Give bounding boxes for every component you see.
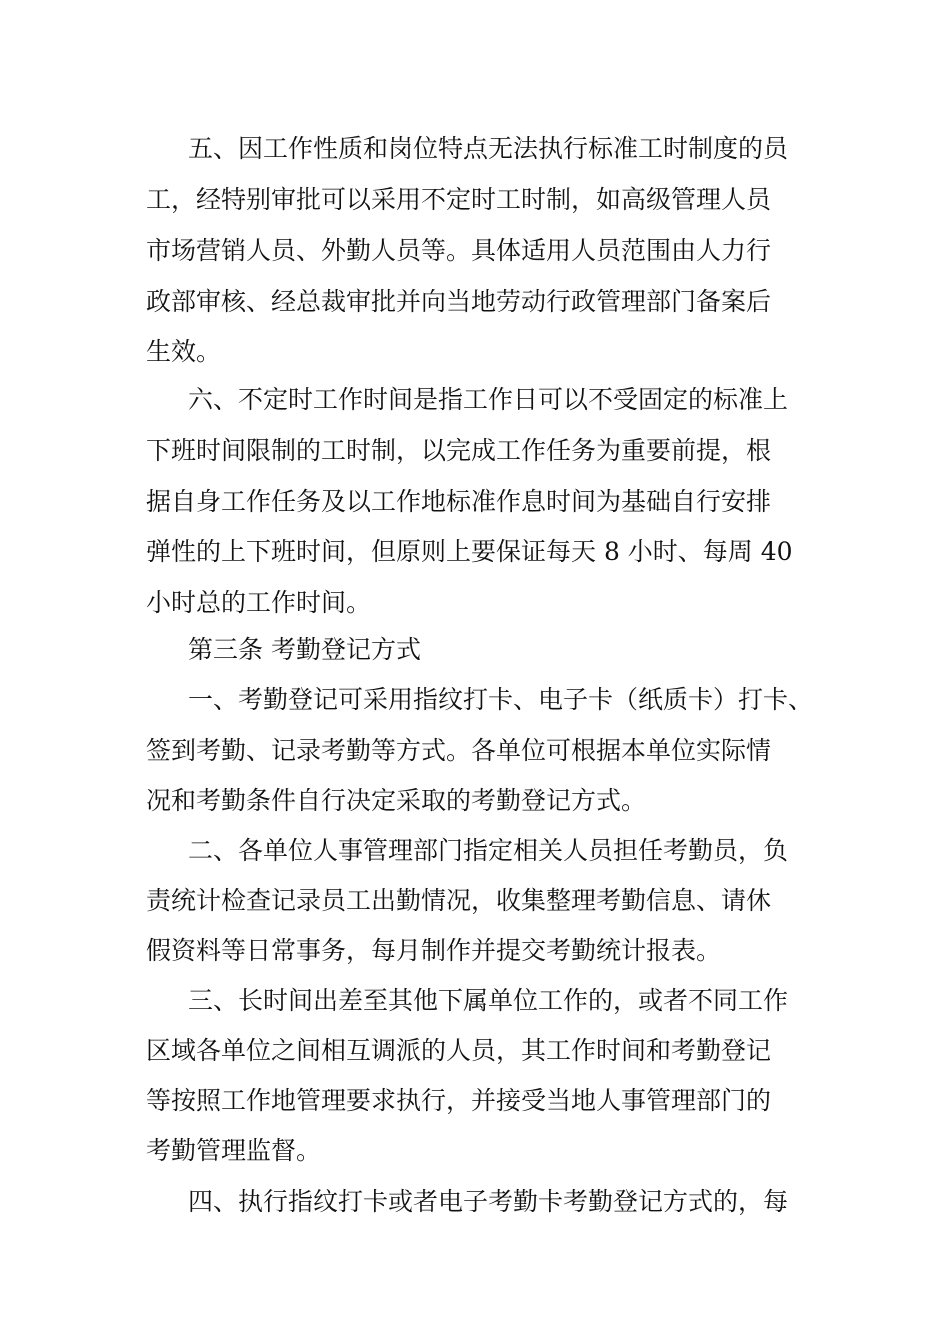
text-line: 三、长时间出差至其他下属单位工作的，或者不同工作 [188,986,789,1015]
text-line: 二、各单位人事管理部门指定相关人员担任考勤员，负 [188,836,789,865]
section-heading: 第三条 考勤登记方式 [188,635,421,664]
text-line: 等按照工作地管理要求执行，并接受当地人事管理部门的 [146,1086,772,1115]
text-line: 据自身工作任务及以工作地标准作息时间为基础自行安排 [146,487,772,516]
text-line: 区域各单位之间相互调派的人员，其工作时间和考勤登记 [146,1036,772,1065]
text-line: 政部审核、经总裁审批并向当地劳动行政管理部门备案后 [146,287,772,316]
text-line: 市场营销人员、外勤人员等。具体适用人员范围由人力行 [146,236,772,265]
text-line: 责统计检查记录员工出勤情况，收集整理考勤信息、请休 [146,886,772,915]
text-line: 签到考勤、记录考勤等方式。各单位可根据本单位实际情 [146,736,772,765]
text-line: 弹性的上下班时间，但原则上要保证每天 8 小时、每周 40 [146,537,793,566]
text-line: 一、考勤登记可采用指纹打卡、电子卡（纸质卡）打卡、 [188,685,814,714]
text-line: 况和考勤条件自行决定采取的考勤登记方式。 [146,786,647,815]
text-line: 考勤管理监督。 [146,1136,322,1165]
text-line: 假资料等日常事务，每月制作并提交考勤统计报表。 [146,936,722,965]
text-line: 下班时间限制的工时制，以完成工作任务为重要前提，根 [146,436,772,465]
text-line: 五、因工作性质和岗位特点无法执行标准工时制度的员 [188,134,789,163]
text-line: 小时总的工作时间。 [146,588,372,617]
text-line: 四、执行指纹打卡或者电子考勤卡考勤登记方式的，每 [188,1187,789,1216]
text-line: 工，经特别审批可以采用不定时工时制，如高级管理人员 [146,185,772,214]
text-line: 六、不定时工作时间是指工作日可以不受固定的标准上 [188,385,789,414]
text-line: 生效。 [146,337,222,366]
